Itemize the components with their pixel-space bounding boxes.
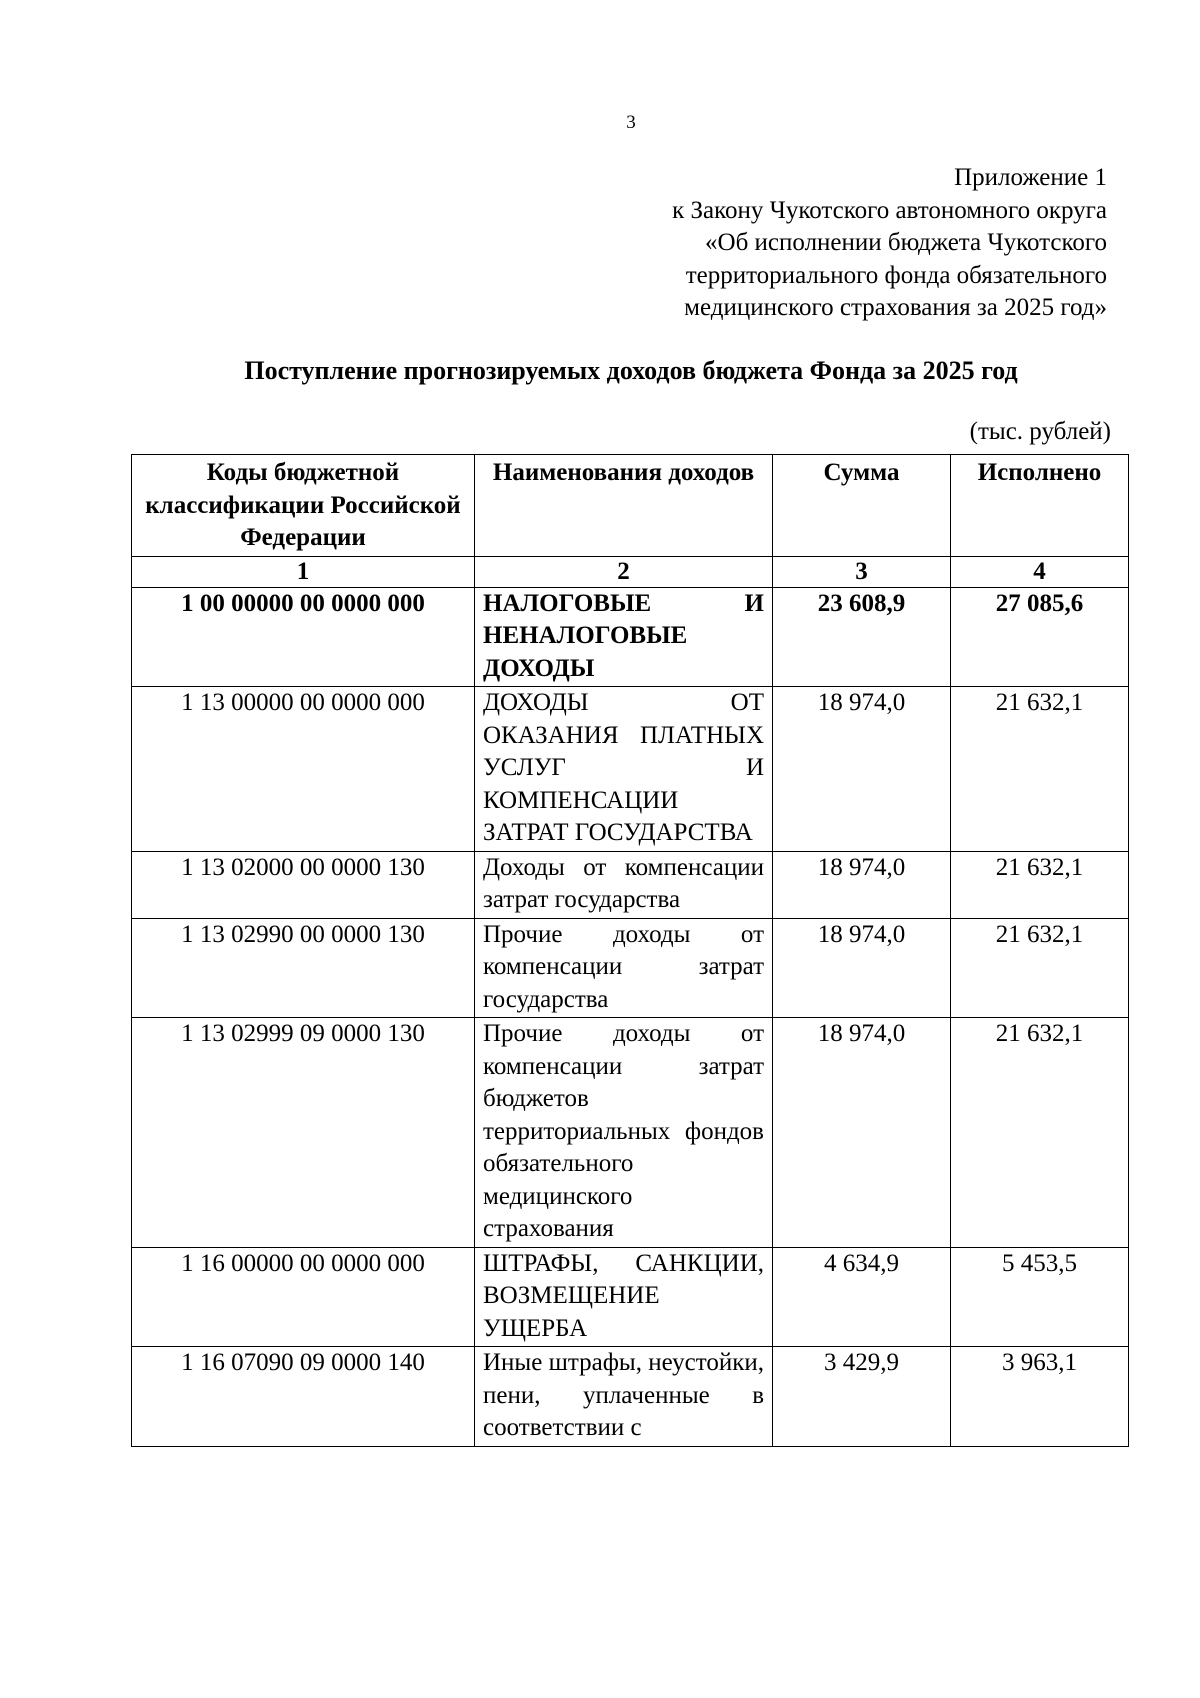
sum-cell: 3 429,9 bbox=[773, 1347, 951, 1447]
code-cell: 1 16 07090 09 0000 140 bbox=[132, 1347, 475, 1447]
code-cell: 1 13 00000 00 0000 000 bbox=[132, 687, 475, 852]
appendix-line: «Об исполнении бюджета Чукотского bbox=[705, 229, 1107, 256]
header-done: Исполнено bbox=[951, 455, 1129, 557]
sum-cell: 4 634,9 bbox=[773, 1247, 951, 1347]
done-cell: 21 632,1 bbox=[951, 1018, 1129, 1248]
sum-cell: 18 974,0 bbox=[773, 687, 951, 852]
done-cell: 21 632,1 bbox=[951, 687, 1129, 852]
sum-cell: 18 974,0 bbox=[773, 1018, 951, 1248]
done-cell: 27 085,6 bbox=[951, 587, 1129, 687]
income-table bbox=[131, 454, 1129, 1447]
document-title: Поступление прогнозируемых доходов бюджета Фонда за 2025 год bbox=[244, 356, 1018, 385]
table-row bbox=[132, 1247, 1129, 1347]
page-number: 3 bbox=[626, 112, 636, 133]
column-number-row bbox=[132, 556, 1129, 587]
table-header-row bbox=[132, 455, 1129, 557]
done-cell: 3 963,1 bbox=[951, 1347, 1129, 1447]
code-cell: 1 16 00000 00 0000 000 bbox=[132, 1247, 475, 1347]
appendix-line: территориального фонда обязательного bbox=[685, 261, 1107, 289]
name-cell: Прочие доходы от компенсации затрат государства bbox=[475, 918, 773, 1018]
column-number: 1 bbox=[132, 556, 475, 587]
header-code: Коды бюджетной классификации Российской Федерации bbox=[132, 455, 475, 557]
table-row bbox=[132, 1018, 1129, 1248]
name-cell: ДОХОДЫ ОТ ОКАЗАНИЯ ПЛАТНЫХ УСЛУГ И КОМПЕНСАЦИИ ЗАТРАТ ГОСУДАРСТВА bbox=[475, 687, 773, 852]
table-row bbox=[132, 918, 1129, 1018]
name-cell: НАЛОГОВЫЕ И НЕНАЛОГОВЫЕ ДОХОДЫ bbox=[475, 587, 773, 687]
code-cell: 1 13 02999 09 0000 130 bbox=[132, 1018, 475, 1248]
name-cell: ШТРАФЫ, САНКЦИИ, ВОЗМЕЩЕНИЕ УЩЕРБА bbox=[475, 1247, 773, 1347]
done-cell: 21 632,1 bbox=[951, 851, 1129, 918]
table-row bbox=[132, 1347, 1129, 1447]
sum-cell: 18 974,0 bbox=[773, 918, 951, 1018]
sum-cell: 23 608,9 bbox=[773, 587, 951, 687]
appendix-line: к Закону Чукотского автономного округа bbox=[672, 196, 1107, 224]
name-cell: Иные штрафы, неустойки, пени, уплаченные в соответствии с bbox=[475, 1347, 773, 1447]
column-number: 4 bbox=[951, 556, 1129, 587]
done-cell: 5 453,5 bbox=[951, 1247, 1129, 1347]
code-cell: 1 13 02990 00 0000 130 bbox=[132, 918, 475, 1018]
sum-cell: 18 974,0 bbox=[773, 851, 951, 918]
header-sum: Сумма bbox=[773, 455, 951, 557]
code-cell: 1 13 02000 00 0000 130 bbox=[132, 851, 475, 918]
code-cell: 1 00 00000 00 0000 000 bbox=[132, 587, 475, 687]
column-number: 3 bbox=[773, 556, 951, 587]
name-cell: Прочие доходы от компенсации затрат бюджетов территориальных фондов обязательного медицинского страхования bbox=[475, 1018, 773, 1248]
table-row bbox=[132, 687, 1129, 852]
appendix-line: Приложение 1 bbox=[954, 164, 1107, 191]
appendix-line: медицинского страхования за 2025 год» bbox=[684, 294, 1107, 321]
table-row bbox=[132, 851, 1129, 918]
column-number: 2 bbox=[475, 556, 773, 587]
table-row bbox=[132, 587, 1129, 687]
done-cell: 21 632,1 bbox=[951, 918, 1129, 1018]
units-label: (тыс. рублей) bbox=[969, 418, 1111, 445]
header-name: Наименования доходов bbox=[475, 455, 773, 557]
name-cell: Доходы от компенсации затрат государства bbox=[475, 851, 773, 918]
appendix-header bbox=[547, 162, 1107, 325]
